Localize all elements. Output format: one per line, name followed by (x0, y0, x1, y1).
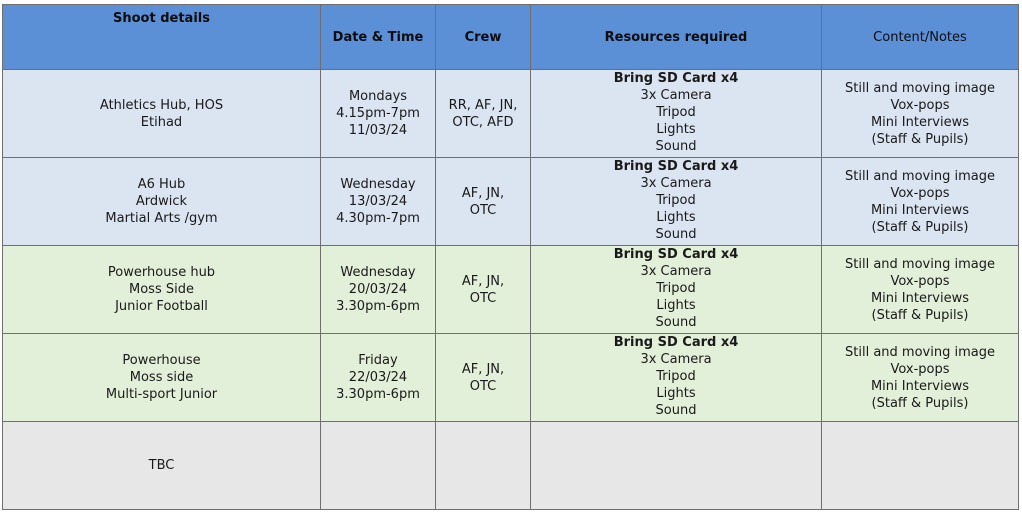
cell-date-time (321, 246, 436, 334)
datetime-line: 22/03/24 (348, 370, 408, 385)
cell-resources (531, 246, 822, 334)
resource-line: Bring SD Card x4 (613, 159, 739, 174)
datetime-line: 3.30pm-6pm (336, 299, 420, 314)
notes-line: Mini Interviews (870, 202, 970, 218)
resource-line: Sound (655, 403, 697, 418)
notes-line: Still and moving image (845, 344, 995, 360)
cell-crew (436, 158, 531, 246)
resource-line: Bring SD Card x4 (613, 247, 739, 262)
cell-crew (436, 70, 531, 158)
table-row (3, 246, 1019, 334)
datetime-line: 4.15pm-7pm (336, 106, 420, 121)
cell-date-time (321, 422, 436, 510)
table-row (3, 334, 1019, 422)
resource-line: 3x Camera (640, 88, 712, 103)
notes-line: Vox-pops (890, 273, 950, 289)
datetime-line: 13/03/24 (348, 194, 408, 209)
cell-content-notes (822, 158, 1019, 246)
shoot-line: Powerhouse (122, 353, 201, 368)
shoot-line: Ardwick (135, 194, 188, 209)
cell-crew (436, 246, 531, 334)
table-row (3, 70, 1019, 158)
table-row (3, 422, 1019, 510)
resource-line: Lights (656, 210, 696, 225)
cell-date-time (321, 158, 436, 246)
resource-line: Lights (656, 122, 696, 137)
resource-line: Lights (656, 298, 696, 313)
crew-line: OTC (469, 290, 497, 306)
notes-line: (Staff & Pupils) (871, 131, 969, 147)
crew-line: AF, JN, (461, 273, 505, 289)
header-resources: Resources required (531, 5, 822, 70)
resource-line: Tripod (656, 369, 696, 384)
resource-line: Sound (655, 315, 697, 330)
cell-shoot-details (3, 246, 321, 334)
shoot-line: Martial Arts /gym (105, 211, 218, 226)
resource-line: 3x Camera (640, 264, 712, 279)
resource-line: Tripod (656, 105, 696, 120)
datetime-line: 20/03/24 (348, 282, 408, 297)
notes-line: Mini Interviews (870, 378, 970, 394)
resource-line: 3x Camera (640, 352, 712, 367)
shoot-line: Powerhouse hub (107, 265, 216, 280)
shoot-line: Etihad (140, 114, 183, 130)
cell-crew (436, 334, 531, 422)
shoot-line: Multi-sport Junior (105, 387, 218, 402)
crew-line: RR, AF, JN, (448, 97, 518, 113)
shoot-line: Junior Football (115, 299, 208, 314)
header-row (3, 5, 1019, 70)
resource-line: Bring SD Card x4 (613, 335, 739, 350)
notes-line: Still and moving image (845, 256, 995, 272)
notes-line: Still and moving image (845, 168, 995, 184)
shoot-line: Moss side (129, 370, 194, 385)
resource-line: Tripod (656, 193, 696, 208)
notes-line: Mini Interviews (870, 114, 970, 130)
notes-line: Still and moving image (845, 80, 995, 96)
notes-line: (Staff & Pupils) (871, 307, 969, 323)
cell-resources (531, 422, 822, 510)
cell-resources (531, 334, 822, 422)
resource-line: Tripod (656, 281, 696, 296)
table-row (3, 158, 1019, 246)
notes-line: (Staff & Pupils) (871, 219, 969, 235)
notes-line: (Staff & Pupils) (871, 395, 969, 411)
datetime-line: 4.30pm-7pm (336, 211, 420, 226)
resource-line: Sound (655, 139, 697, 154)
cell-shoot-details (3, 70, 321, 158)
notes-line: Vox-pops (890, 185, 950, 201)
crew-line: AF, JN, (461, 185, 505, 201)
resource-line: Sound (655, 227, 697, 242)
cell-content-notes (822, 422, 1019, 510)
header-date-time: Date & Time (321, 5, 436, 70)
resource-line: Lights (656, 386, 696, 401)
table-body (3, 70, 1019, 510)
cell-date-time (321, 334, 436, 422)
cell-shoot-details (3, 158, 321, 246)
cell-resources (531, 70, 822, 158)
cell-resources (531, 158, 822, 246)
cell-shoot-details (3, 422, 321, 510)
shoot-line: Moss Side (129, 282, 194, 297)
datetime-line: Friday (358, 353, 398, 368)
header-content-notes: Content/Notes (822, 5, 1019, 70)
cell-shoot-details (3, 334, 321, 422)
datetime-line: Wednesday (340, 265, 416, 280)
cell-content-notes (822, 334, 1019, 422)
shoot-line: TBC (148, 458, 175, 473)
cell-date-time (321, 70, 436, 158)
datetime-line: Wednesday (340, 177, 416, 192)
cell-crew (436, 422, 531, 510)
crew-line: OTC (469, 202, 497, 218)
notes-line: Mini Interviews (870, 290, 970, 306)
cell-content-notes (822, 70, 1019, 158)
notes-line: Vox-pops (890, 361, 950, 377)
notes-line: Vox-pops (890, 97, 950, 113)
cell-content-notes (822, 246, 1019, 334)
shoot-line: A6 Hub (137, 177, 186, 192)
header-shoot-details: Shoot details (3, 5, 321, 70)
crew-line: AF, JN, (461, 361, 505, 377)
crew-line: OTC (469, 378, 497, 394)
datetime-line: 11/03/24 (348, 123, 408, 138)
shoot-schedule-table (2, 4, 1019, 510)
datetime-line: Mondays (348, 89, 408, 104)
resource-line: Bring SD Card x4 (613, 71, 739, 86)
shoot-line: Athletics Hub, HOS (99, 97, 224, 113)
datetime-line: 3.30pm-6pm (336, 387, 420, 402)
header-crew: Crew (436, 5, 531, 70)
resource-line: 3x Camera (640, 176, 712, 191)
crew-line: OTC, AFD (452, 114, 514, 130)
